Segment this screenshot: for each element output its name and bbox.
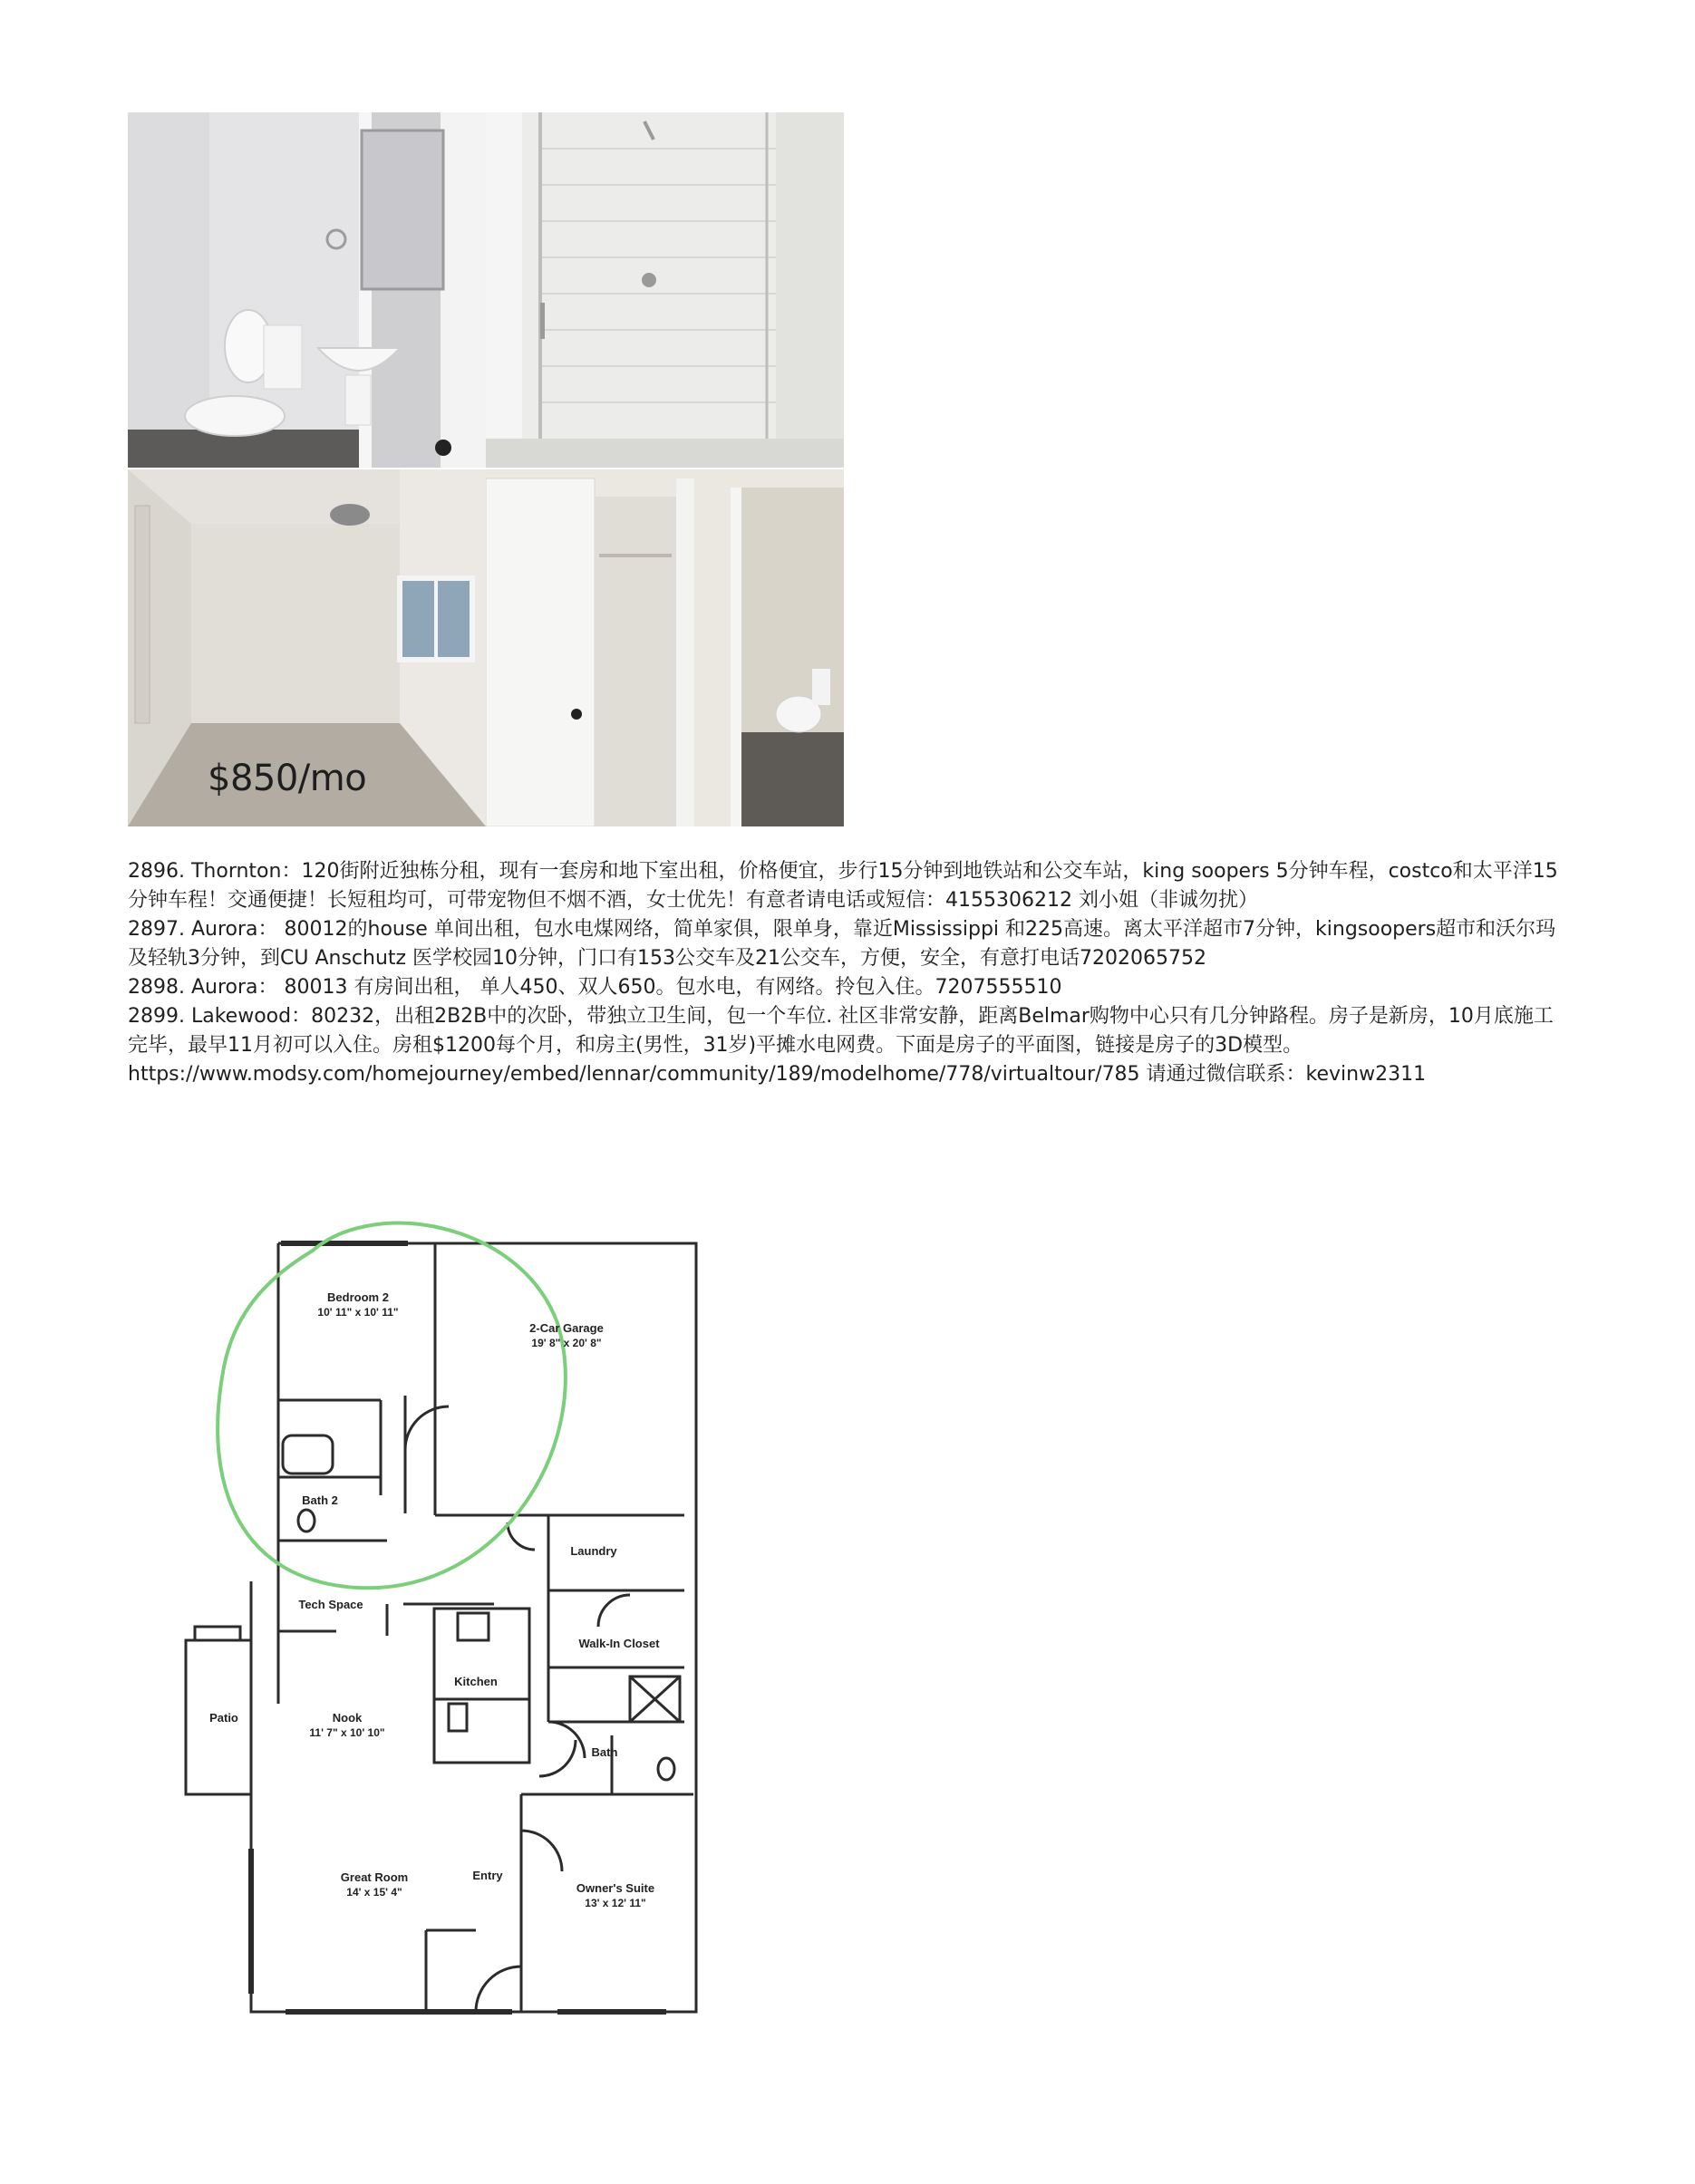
label-bedroom2: Bedroom 2 xyxy=(327,1290,389,1304)
label-nook-size: 11' 7" x 10' 10" xyxy=(309,1726,385,1739)
label-owners-suite: Owner's Suite xyxy=(576,1881,655,1895)
label-tech-space: Tech Space xyxy=(298,1598,363,1611)
closet-photo xyxy=(486,469,844,826)
label-bath: Bath xyxy=(591,1745,618,1759)
label-patio: Patio xyxy=(209,1711,238,1725)
listing-2898: 2898. Aurora： 80013 有房间出租， 单人450、双人650。包水电，有网络。拎包入住。7207555510 xyxy=(128,976,1062,999)
floor-plan xyxy=(177,1214,721,2021)
listing-2897: 2897. Aurora： 80012的house 单间出租，包水电煤网络，简单家俱，限单身，靠近Mississippi 和225高速。离太平洋超市7分钟，kingsoopers超市和沃尔玛及轻轨3分钟，到CU Anschutz 医学校园10分钟，门口有153公交车及21公交车，方便，安全，有意打电话7202065752 xyxy=(128,918,1556,970)
label-bath2: Bath 2 xyxy=(302,1493,338,1507)
shower-photo xyxy=(486,112,844,468)
label-entry: Entry xyxy=(472,1869,503,1882)
label-nook: Nook xyxy=(332,1711,363,1725)
label-great-room: Great Room xyxy=(340,1870,409,1884)
label-walk-in-closet: Walk-In Closet xyxy=(578,1637,660,1650)
listing-2896: 2896. Thornton：120街附近独栋分租，现有一套房和地下室出租，价格便宜，步行15分钟到地铁站和公交车站，king soopers 5分钟车程，costco和太平洋15分钟车程！交通便捷！长短租均可，可带宠物但不烟不酒，女士优先！有意者请电话或短信：4155306212 刘小姐（非诚勿扰） xyxy=(128,860,1558,912)
photo-collage xyxy=(128,112,844,826)
label-kitchen: Kitchen xyxy=(454,1675,498,1688)
bedroom-photo xyxy=(128,469,486,826)
label-great-room-size: 14' x 15' 4" xyxy=(346,1886,402,1899)
price-overlay: $850/mo xyxy=(208,758,367,799)
listings-text xyxy=(128,857,1560,1089)
label-bedroom2-size: 10' 11" x 10' 11" xyxy=(317,1306,399,1319)
label-laundry: Laundry xyxy=(570,1544,617,1558)
label-garage: 2-Car Garage xyxy=(529,1321,604,1335)
listing-2899: 2899. Lakewood：80232，出租2B2B中的次卧，带独立卫生间，包一个车位. 社区非常安静，距离Belmar购物中心只有几分钟路程。房子是新房，10月底施工完毕，最早11月初可以入住。房租$1200每个月，和房主(男性，31岁)平摊水电网费。下面是房子的平面图，链接是房子的3D模型。https://www.modsy.com/homejourney/embed/lennar/community/189/modelhome/778/virtualtour/785 请通过微信联系：kevinw2311 xyxy=(128,1005,1554,1086)
label-owners-suite-size: 13' x 12' 11" xyxy=(585,1897,646,1909)
bathroom-toilet-photo xyxy=(128,112,486,468)
label-garage-size: 19' 8" x 20' 8" xyxy=(531,1337,602,1349)
